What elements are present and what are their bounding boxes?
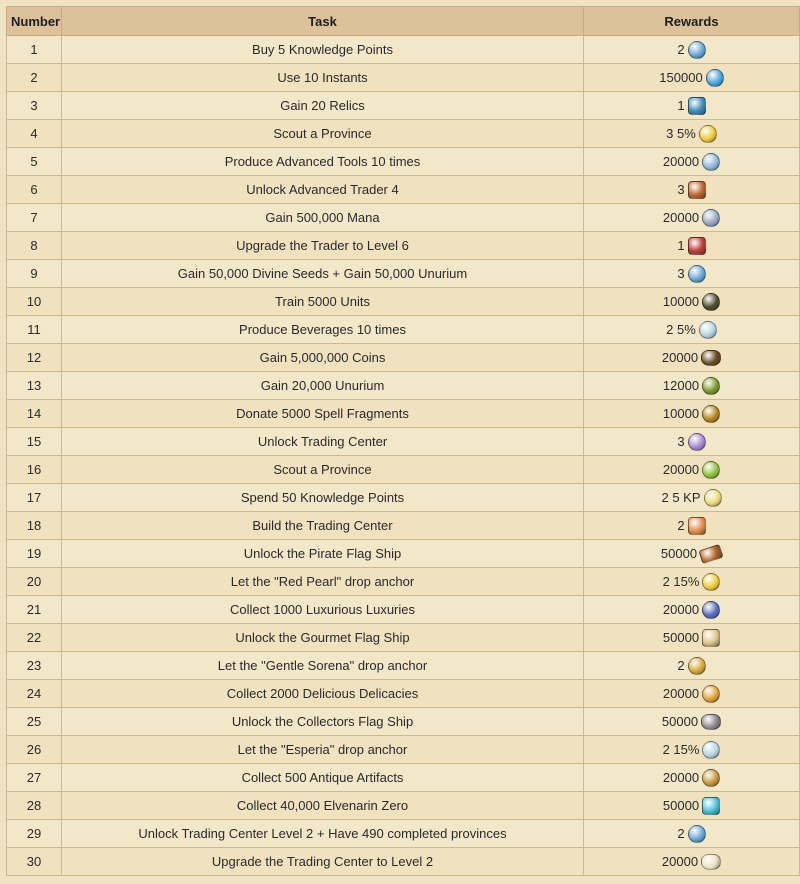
reward-value	[663, 629, 720, 647]
reward-amount: 20000	[662, 686, 700, 701]
cell-task: Upgrade the Trader to Level 6	[62, 232, 584, 260]
cell-reward	[584, 848, 800, 876]
reward-amount: 2	[677, 518, 685, 533]
reward-amount: 20000	[662, 770, 700, 785]
reward-value	[663, 405, 720, 423]
reward-amount: 2	[677, 658, 685, 673]
cell-reward	[584, 204, 800, 232]
cell-task: Let the "Gentle Sorena" drop anchor	[62, 652, 584, 680]
table-row	[7, 596, 800, 624]
table-row	[7, 624, 800, 652]
table-row	[7, 484, 800, 512]
cell-reward	[584, 344, 800, 372]
table-row	[7, 176, 800, 204]
cell-task: Scout a Province	[62, 456, 584, 484]
cell-task: Let the "Red Pearl" drop anchor	[62, 568, 584, 596]
table-row	[7, 820, 800, 848]
cell-reward	[584, 596, 800, 624]
cell-reward	[584, 512, 800, 540]
reward-value	[663, 741, 721, 759]
cell-reward	[584, 288, 800, 316]
green-seed-icon	[702, 461, 720, 479]
cell-reward	[584, 764, 800, 792]
reward-amount: 50000	[662, 798, 700, 813]
artifact-icon	[702, 769, 720, 787]
marble-slab-icon	[701, 854, 721, 870]
cell-task: Use 10 Instants	[62, 64, 584, 92]
cell-task: Collect 40,000 Elvenarin Zero	[62, 792, 584, 820]
relic-scroll-icon	[688, 825, 706, 843]
cell-number: 22	[7, 624, 62, 652]
table-row	[7, 400, 800, 428]
table-body	[7, 36, 800, 876]
cell-reward	[584, 120, 800, 148]
cell-reward	[584, 820, 800, 848]
reward-value	[677, 181, 705, 199]
cell-number: 26	[7, 736, 62, 764]
reward-amount: 20000	[662, 462, 700, 477]
reward-amount: 3 5%	[666, 126, 696, 141]
cell-task: Collect 500 Antique Artifacts	[62, 764, 584, 792]
reward-value	[663, 573, 721, 591]
mana-crystal-icon	[702, 209, 720, 227]
cell-task: Train 5000 Units	[62, 288, 584, 316]
cell-task: Let the "Esperia" drop anchor	[62, 736, 584, 764]
cell-number: 2	[7, 64, 62, 92]
cell-number: 17	[7, 484, 62, 512]
knowledge-sun-icon	[704, 489, 722, 507]
cell-reward	[584, 484, 800, 512]
cell-task: Gain 20 Relics	[62, 92, 584, 120]
mana-orbs-icon	[706, 69, 724, 87]
cell-reward	[584, 232, 800, 260]
reward-amount: 20000	[661, 350, 699, 365]
reward-amount: 3	[677, 182, 685, 197]
table-row	[7, 736, 800, 764]
cell-task: Buy 5 Knowledge Points	[62, 36, 584, 64]
cell-task: Unlock the Collectors Flag Ship	[62, 708, 584, 736]
reward-value	[659, 69, 723, 87]
cell-reward	[584, 36, 800, 64]
reward-amount: 3	[677, 266, 685, 281]
reward-value	[677, 657, 705, 675]
table-row	[7, 316, 800, 344]
cell-task: Unlock Trading Center	[62, 428, 584, 456]
cell-number: 25	[7, 708, 62, 736]
cell-number: 3	[7, 92, 62, 120]
reward-value	[666, 321, 717, 339]
cell-task: Scout a Province	[62, 120, 584, 148]
reward-amount: 2 5%	[666, 322, 696, 337]
relic-scroll-icon	[688, 41, 706, 59]
reward-amount: 50000	[661, 714, 699, 729]
cell-task: Unlock the Gourmet Flag Ship	[62, 624, 584, 652]
table-row	[7, 512, 800, 540]
reward-amount: 10000	[662, 406, 700, 421]
cell-task: Produce Beverages 10 times	[62, 316, 584, 344]
cell-number: 5	[7, 148, 62, 176]
cell-number: 23	[7, 652, 62, 680]
reward-value	[663, 685, 720, 703]
cell-reward	[584, 64, 800, 92]
cell-task: Gain 50,000 Divine Seeds + Gain 50,000 Unurium	[62, 260, 584, 288]
reward-value	[663, 461, 720, 479]
reward-amount: 20000	[662, 210, 700, 225]
cell-task: Gain 5,000,000 Coins	[62, 344, 584, 372]
reward-amount: 2 15%	[662, 742, 700, 757]
reward-value	[666, 125, 717, 143]
elvenarin-crystal-icon	[702, 797, 720, 815]
cell-task: Produce Advanced Tools 10 times	[62, 148, 584, 176]
relic-chest-icon	[688, 97, 706, 115]
crate-icon	[702, 629, 720, 647]
cell-task: Upgrade the Trading Center to Level 2	[62, 848, 584, 876]
table-row	[7, 680, 800, 708]
cell-task: Gain 20,000 Unurium	[62, 372, 584, 400]
cell-task: Donate 5000 Spell Fragments	[62, 400, 584, 428]
pickaxe-icon	[702, 377, 720, 395]
table-row	[7, 540, 800, 568]
table-row	[7, 232, 800, 260]
column-header-number: Number	[7, 7, 62, 36]
spell-book-icon	[688, 181, 706, 199]
gold-coin-icon	[688, 657, 706, 675]
crystal-wing-icon	[702, 153, 720, 171]
wood-plank-icon	[698, 543, 723, 563]
cell-task: Spend 50 Knowledge Points	[62, 484, 584, 512]
cell-number: 6	[7, 176, 62, 204]
cell-reward	[584, 540, 800, 568]
cell-number: 29	[7, 820, 62, 848]
purple-gem-icon	[688, 433, 706, 451]
cell-number: 9	[7, 260, 62, 288]
reward-value	[663, 153, 720, 171]
cell-number: 11	[7, 316, 62, 344]
table-row	[7, 260, 800, 288]
reward-value	[663, 601, 720, 619]
cell-reward	[584, 176, 800, 204]
cell-reward	[584, 652, 800, 680]
reward-value	[661, 546, 722, 561]
reward-value	[662, 714, 721, 730]
cell-task: Build the Trading Center	[62, 512, 584, 540]
ribbon-knot-icon	[688, 237, 706, 255]
reward-amount: 2 15%	[662, 574, 700, 589]
reward-value	[663, 769, 720, 787]
column-header-rewards: Rewards	[584, 7, 800, 36]
cell-reward	[584, 428, 800, 456]
cell-number: 30	[7, 848, 62, 876]
reward-value	[677, 433, 705, 451]
reward-value	[677, 517, 705, 535]
cell-number: 21	[7, 596, 62, 624]
table-row	[7, 652, 800, 680]
cell-number: 13	[7, 372, 62, 400]
luxuries-icon	[702, 601, 720, 619]
reward-value	[677, 97, 705, 115]
cell-task: Gain 500,000 Mana	[62, 204, 584, 232]
table-row	[7, 92, 800, 120]
cell-number: 16	[7, 456, 62, 484]
table-row	[7, 204, 800, 232]
column-header-task: Task	[62, 7, 584, 36]
table-row	[7, 372, 800, 400]
cell-number: 12	[7, 344, 62, 372]
cell-reward	[584, 372, 800, 400]
silver-sun-icon	[699, 321, 717, 339]
reward-value	[663, 293, 720, 311]
cell-number: 7	[7, 204, 62, 232]
table-header-row	[7, 7, 800, 36]
orc-head-icon	[702, 293, 720, 311]
reward-amount: 50000	[660, 546, 698, 561]
reward-amount: 12000	[662, 378, 700, 393]
coins-icon	[701, 350, 721, 366]
golden-sun-icon	[699, 125, 717, 143]
reward-amount: 2	[677, 826, 685, 841]
golden-sun-icon	[702, 573, 720, 591]
reward-value	[662, 854, 721, 870]
reward-amount: 3	[677, 434, 685, 449]
cell-reward	[584, 736, 800, 764]
cell-task: Collect 1000 Luxurious Luxuries	[62, 596, 584, 624]
table-row	[7, 764, 800, 792]
cell-reward	[584, 792, 800, 820]
cell-number: 19	[7, 540, 62, 568]
cell-reward	[584, 316, 800, 344]
cell-reward	[584, 680, 800, 708]
table-row	[7, 64, 800, 92]
cell-number: 27	[7, 764, 62, 792]
reward-value	[663, 209, 720, 227]
silver-sun-icon	[702, 741, 720, 759]
cell-number: 14	[7, 400, 62, 428]
table-row	[7, 568, 800, 596]
cell-reward	[584, 260, 800, 288]
reward-value	[677, 265, 705, 283]
cell-number: 18	[7, 512, 62, 540]
cell-reward	[584, 624, 800, 652]
cell-reward	[584, 92, 800, 120]
reward-amount: 20000	[662, 154, 700, 169]
mushroom-icon	[702, 685, 720, 703]
cell-number: 4	[7, 120, 62, 148]
cell-task: Unlock the Pirate Flag Ship	[62, 540, 584, 568]
reward-amount: 150000	[659, 70, 703, 85]
reward-amount: 2 5 KP	[661, 490, 701, 505]
cell-number: 8	[7, 232, 62, 260]
cell-task: Unlock Advanced Trader 4	[62, 176, 584, 204]
reward-amount: 1	[677, 238, 685, 253]
reward-amount: 20000	[661, 854, 699, 869]
cell-task: Collect 2000 Delicious Delicacies	[62, 680, 584, 708]
reward-amount: 10000	[662, 294, 700, 309]
table-row	[7, 36, 800, 64]
cell-reward	[584, 456, 800, 484]
relic-scroll-icon	[688, 265, 706, 283]
cell-task: Unlock Trading Center Level 2 + Have 490 completed provinces	[62, 820, 584, 848]
table-row	[7, 288, 800, 316]
reward-value	[661, 489, 721, 507]
tasks-table	[6, 6, 800, 876]
table-row	[7, 148, 800, 176]
cell-reward	[584, 400, 800, 428]
reward-amount: 50000	[662, 630, 700, 645]
cell-reward	[584, 708, 800, 736]
table-row	[7, 708, 800, 736]
cell-number: 20	[7, 568, 62, 596]
reward-amount: 20000	[662, 602, 700, 617]
reward-value	[663, 797, 720, 815]
cell-reward	[584, 148, 800, 176]
cell-number: 15	[7, 428, 62, 456]
table-row	[7, 848, 800, 876]
reward-value	[677, 41, 705, 59]
table-row	[7, 456, 800, 484]
cell-number: 10	[7, 288, 62, 316]
cell-number: 1	[7, 36, 62, 64]
table-row	[7, 120, 800, 148]
stone-block-icon	[701, 714, 721, 730]
reward-value	[662, 350, 721, 366]
spell-fragment-icon	[702, 405, 720, 423]
reward-amount: 1	[677, 98, 685, 113]
orange-box-icon	[688, 517, 706, 535]
reward-value	[677, 825, 705, 843]
table-row	[7, 344, 800, 372]
table-row	[7, 792, 800, 820]
table-row	[7, 428, 800, 456]
cell-reward	[584, 568, 800, 596]
reward-amount: 2	[677, 42, 685, 57]
cell-number: 28	[7, 792, 62, 820]
cell-number: 24	[7, 680, 62, 708]
reward-value	[677, 237, 705, 255]
reward-value	[663, 377, 720, 395]
